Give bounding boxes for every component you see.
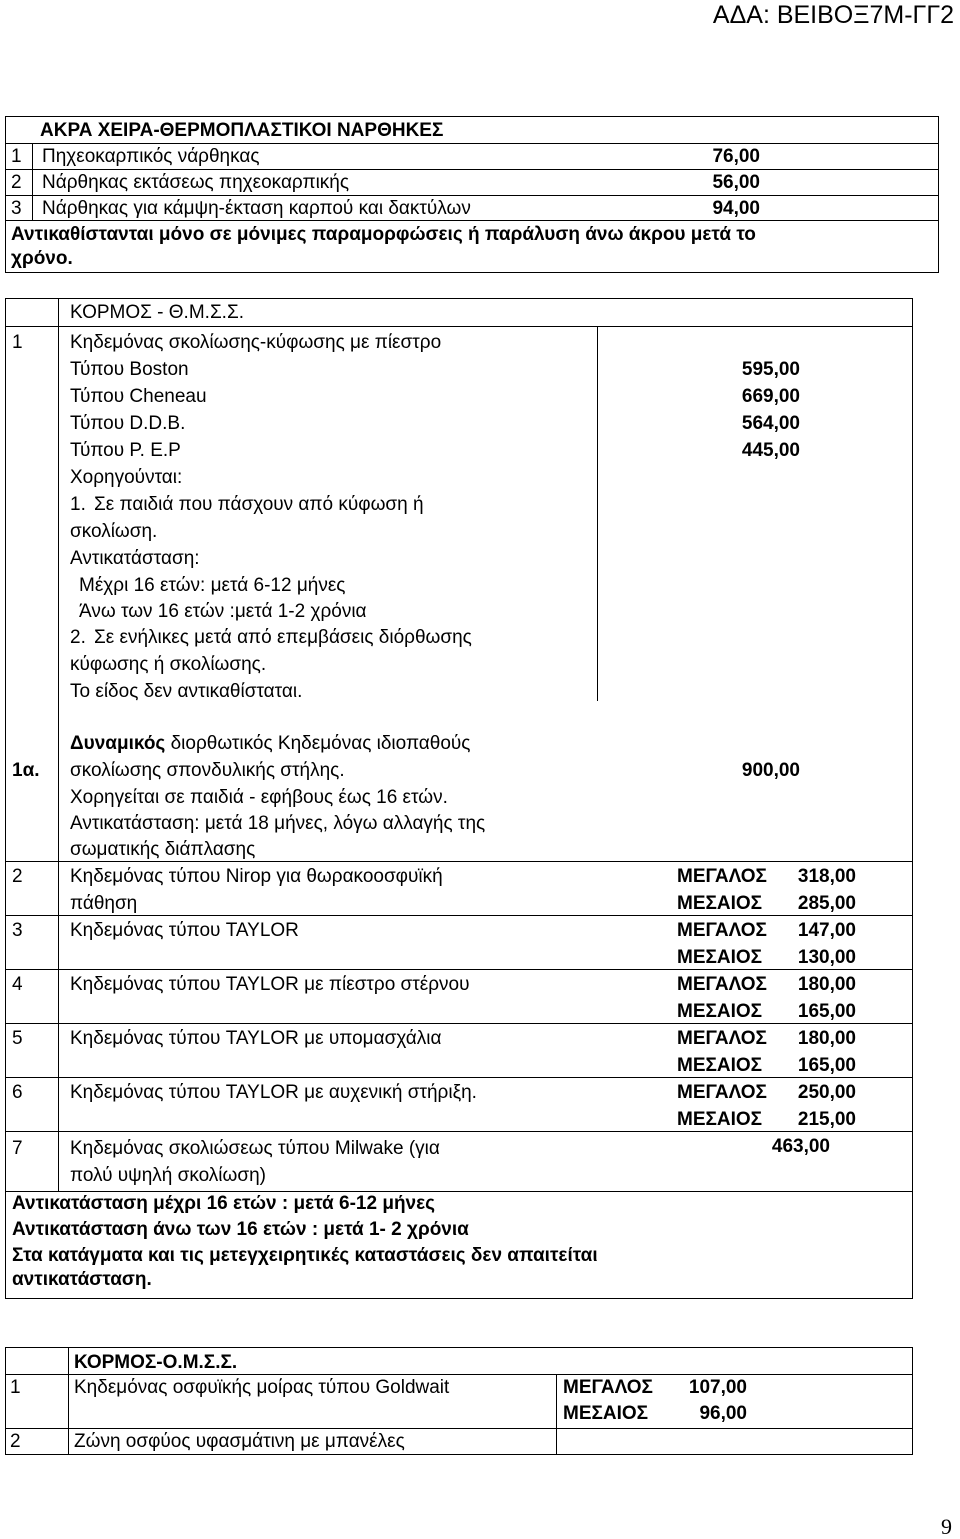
row-number: 6 — [12, 1082, 23, 1103]
size-large-label: ΜΕΓΑΛΟΣ — [677, 920, 767, 941]
item-description: σκολίωση. — [70, 521, 158, 542]
row-description: Κηδεμόνας τύπου TAYLOR με αυχενική στήριξη. — [70, 1082, 477, 1103]
divider — [68, 1347, 69, 1455]
replacement-note: Αντικατάσταση μέχρι 16 ετών : μετά 6-12 μήνες — [12, 1193, 436, 1214]
row-price: 900,00 — [741, 760, 800, 781]
item-description: Αντικατάσταση: — [70, 548, 200, 569]
item-description: σωματικής διάπλασης — [70, 839, 256, 860]
item-description: Σε παιδιά που πάσχουν από κύφωση ή — [94, 494, 424, 515]
row-description: Νάρθηκας για κάμψη-έκταση καρπού και δακτύλων — [42, 198, 471, 219]
row-description: Κηδεμόνας τύπου TAYLOR με πίεστρο στέρνου — [70, 974, 470, 995]
row-number: 5 — [12, 1028, 23, 1049]
item-description: Χορηγούνται: — [70, 467, 183, 488]
size-large-price: 250,00 — [797, 1082, 856, 1103]
size-large-price: 318,00 — [797, 866, 856, 887]
price-pep: 445,00 — [741, 440, 800, 461]
size-large-price: 107,00 — [688, 1377, 747, 1398]
section-title: ΚΟΡΜΟΣ - Θ.Μ.Σ.Σ. — [70, 302, 244, 323]
row-description: Ζώνη οσφύος υφασμάτινη με μπανέλες — [74, 1431, 405, 1452]
size-large-label: ΜΕΓΑΛΟΣ — [677, 1082, 767, 1103]
price-cheneau: 669,00 — [741, 386, 800, 407]
price-boston: 595,00 — [741, 359, 800, 380]
size-large-label: ΜΕΓΑΛΟΣ — [677, 866, 767, 887]
ada-code: ΑΔΑ: ΒΕΙΒΟΞ7Μ-ΓΓ2 — [712, 1, 954, 29]
item-description: Άνω των 16 ετών :μετά 1-2 χρόνια — [79, 601, 367, 622]
size-medium-price: 215,00 — [797, 1109, 856, 1130]
size-medium-price: 165,00 — [797, 1001, 856, 1022]
row-number: 2 — [11, 172, 22, 193]
replacement-note: Στα κατάγματα και τις μετεγχειρητικές καταστάσεις δεν απαιτείται — [12, 1245, 598, 1266]
row-description: πολύ υψηλή σκολίωση) — [70, 1165, 266, 1186]
item-description: σκολίωσης σπονδυλικής στήλης. — [70, 760, 345, 781]
size-medium-label: ΜΕΣΑΙΟΣ — [677, 1109, 763, 1130]
row-description: πάθηση — [70, 893, 138, 914]
row-description: Πηχεοκαρπικός νάρθηκας — [42, 146, 260, 167]
size-medium-price: 130,00 — [797, 947, 856, 968]
row-description: Κηδεμόνας τύπου TAYLOR με υπομασχάλια — [70, 1028, 442, 1049]
size-medium-label: ΜΕΣΑΙΟΣ — [677, 947, 763, 968]
divider — [556, 1374, 557, 1455]
row-number: 1 — [11, 146, 22, 167]
price-ddb: 564,00 — [741, 413, 800, 434]
item-description — [70, 730, 470, 757]
note-text: Αντικαθίστανται μόνο σε μόνιμες παραμορφώσεις ή παράλυση άνω άκρου μετά το — [11, 224, 756, 245]
size-medium-label: ΜΕΣΑΙΟΣ — [677, 893, 763, 914]
size-medium-label: ΜΕΣΑΙΟΣ — [677, 1001, 763, 1022]
page-number: 9 — [941, 1514, 952, 1539]
type-cheneau: Τύπου Cheneau — [70, 386, 207, 407]
row-number: 1α. — [12, 760, 40, 781]
row-number: 1 — [12, 332, 23, 353]
item-description: κύφωσης ή σκολίωσης. — [70, 654, 267, 675]
section-title: ΚΟΡΜΟΣ-Ο.Μ.Σ.Σ. — [74, 1352, 238, 1373]
type-ddb: Τύπου D.D.B. — [70, 413, 186, 434]
size-medium-label: ΜΕΣΑΙΟΣ — [563, 1403, 649, 1424]
row-number: 2 — [10, 1431, 21, 1452]
row-price: 463,00 — [771, 1136, 830, 1157]
row-number: 3 — [12, 920, 23, 941]
size-large-price: 180,00 — [797, 974, 856, 995]
item-description: Το είδος δεν αντικαθίσταται. — [70, 681, 303, 702]
item-description: Κηδεμόνας σκολίωσης-κύφωσης με πίεστρο — [70, 332, 442, 353]
size-large-price: 147,00 — [797, 920, 856, 941]
size-medium-price: 165,00 — [797, 1055, 856, 1076]
divider — [58, 298, 59, 1191]
row-number: 1 — [10, 1377, 21, 1398]
note-text: χρόνο. — [11, 248, 73, 269]
row-description: Κηδεμόνας τύπου Nirop για θωρακοοσφυϊκή — [70, 866, 443, 887]
item-bold-word: Δυναμικός — [70, 733, 166, 754]
row-number: 2 — [12, 866, 23, 887]
item-description-rest: διορθωτικός Κηδεμόνας ιδιοπαθούς — [165, 733, 471, 754]
row-number: 4 — [12, 974, 23, 995]
type-boston: Τύπου Boston — [70, 359, 189, 380]
size-medium-price: 285,00 — [797, 893, 856, 914]
row-description: Κηδεμόνας σκολιώσεως τύπου Milwake (για — [70, 1138, 440, 1159]
list-number: 1. — [70, 494, 86, 515]
replacement-note: Αντικατάσταση άνω των 16 ετών : μετά 1- 2 χρόνια — [12, 1219, 469, 1240]
size-medium-label: ΜΕΣΑΙΟΣ — [677, 1055, 763, 1076]
row-number: 7 — [12, 1138, 23, 1159]
size-large-label: ΜΕΓΑΛΟΣ — [677, 974, 767, 995]
size-large-label: ΜΕΓΑΛΟΣ — [563, 1377, 653, 1398]
size-medium-price: 96,00 — [699, 1403, 747, 1424]
row-price: 94,00 — [712, 198, 760, 219]
item-description: Σε ενήλικες μετά από επεμβάσεις διόρθωσης — [94, 627, 472, 648]
divider — [597, 326, 598, 701]
row-description: Κηδεμόνας τύπου TAYLOR — [70, 920, 299, 941]
divider — [5, 326, 913, 327]
replacement-note: αντικατάσταση. — [12, 1269, 152, 1290]
section-title: ΑΚΡΑ ΧΕΙΡΑ-ΘΕΡΜΟΠΛΑΣΤΙΚΟΙ ΝΑΡΘΗΚΕΣ — [40, 120, 444, 141]
size-large-label: ΜΕΓΑΛΟΣ — [677, 1028, 767, 1049]
type-pep: Τύπου P. E.P — [70, 440, 181, 461]
size-large-price: 180,00 — [797, 1028, 856, 1049]
item-description: Αντικατάσταση: μετά 18 μήνες, λόγω αλλαγής της — [70, 813, 486, 834]
list-number: 2. — [70, 627, 86, 648]
row-number: 3 — [11, 198, 22, 219]
row-description: Κηδεμόνας οσφυϊκής μοίρας τύπου Goldwait — [74, 1377, 450, 1398]
item-description: Μέχρι 16 ετών: μετά 6-12 μήνες — [79, 575, 346, 596]
item-description: Χορηγείται σε παιδιά - εφήβους έως 16 ετών. — [70, 787, 448, 808]
row-price: 56,00 — [712, 172, 760, 193]
row-description: Νάρθηκας εκτάσεως πηχεοκαρπικής — [42, 172, 350, 193]
row-price: 76,00 — [712, 146, 760, 167]
divider — [32, 143, 33, 220]
